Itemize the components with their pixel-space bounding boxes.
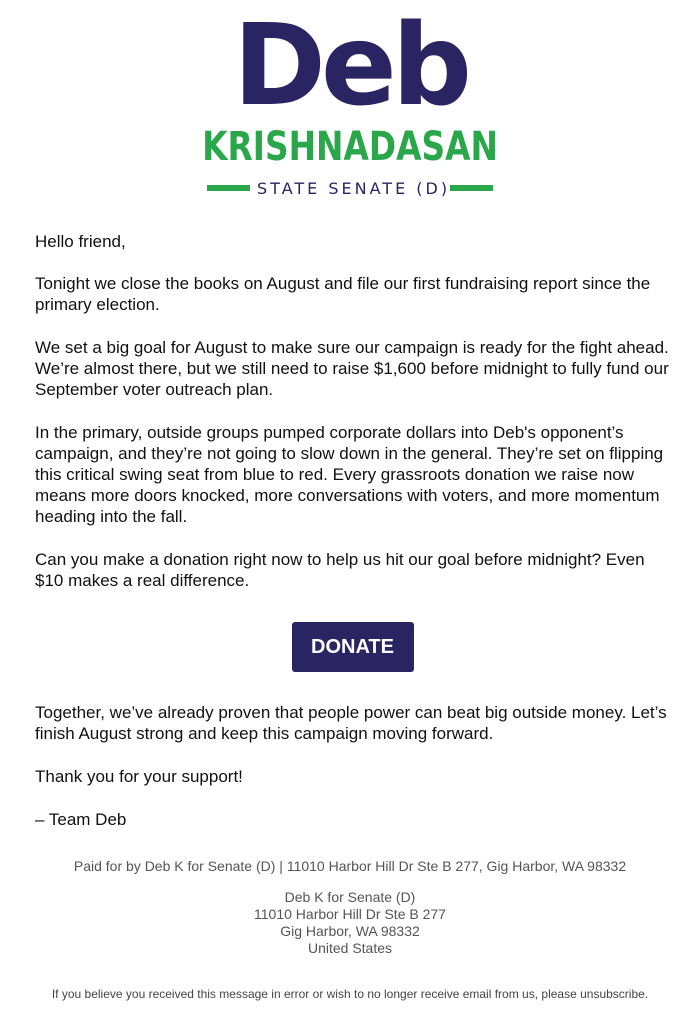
paragraph-closing: Together, we’ve already proven that people power can beat big outside money. Let’s finish August strong and keep this campaign moving forward. xyxy=(35,703,667,743)
paragraph-primary: In the primary, outside groups pumped corporate dollars into Deb's opponent’s campaign, and they’re not going to slow down in the general. They’re set on flipping this critical swing seat from blue to red. Every grassroots donation we raise now means more doors knocked, more conversations with voters, and more momentum heading into the fall. xyxy=(35,423,664,526)
address-line: Gig Harbor, WA 98332 xyxy=(280,923,420,939)
logo-rule-left xyxy=(207,185,250,191)
address-line: United States xyxy=(307,940,393,956)
address-line: Deb K for Senate (D) xyxy=(284,889,416,905)
greeting: Hello friend, xyxy=(35,232,126,251)
unsubscribe-notice: If you believe you received this message in error or wish to no longer receive email from us, please unsubscribe. xyxy=(51,987,649,1001)
signature: – Team Deb xyxy=(35,810,127,829)
logo-first-name: Deb xyxy=(232,1,468,131)
donate-button[interactable]: DONATE xyxy=(292,622,414,672)
logo-last-name: KRISHNADASAN xyxy=(202,124,498,170)
paragraph-goal: We set a big goal for August to make sure our campaign is ready for the fight ahead. We’re almost there, but we still need to raise $1,600 before midnight to fully fund our September voter outreach plan. xyxy=(35,338,669,399)
mailing-address xyxy=(0,889,700,957)
paid-for-disclaimer: Paid for by Deb K for Senate (D) | 11010 Harbor Hill Dr Ste B 277, Gig Harbor, WA 98332 xyxy=(73,858,627,874)
paragraph-ask: Can you make a donation right now to help us hit our goal before midnight? Even $10 makes a real difference. xyxy=(35,550,645,590)
logo-office-row xyxy=(207,177,493,201)
thanks-line: Thank you for your support! xyxy=(35,767,243,786)
email-body xyxy=(35,231,670,852)
logo-rule-right xyxy=(450,185,493,191)
address-line: 11010 Harbor Hill Dr Ste B 277 xyxy=(254,906,446,922)
paragraph-intro: Tonight we close the books on August and file our first fundraising report since the primary election. xyxy=(35,274,651,314)
logo-office: STATE SENATE (D) xyxy=(257,179,451,198)
campaign-logo xyxy=(0,0,700,205)
donate-wrap xyxy=(35,622,670,672)
